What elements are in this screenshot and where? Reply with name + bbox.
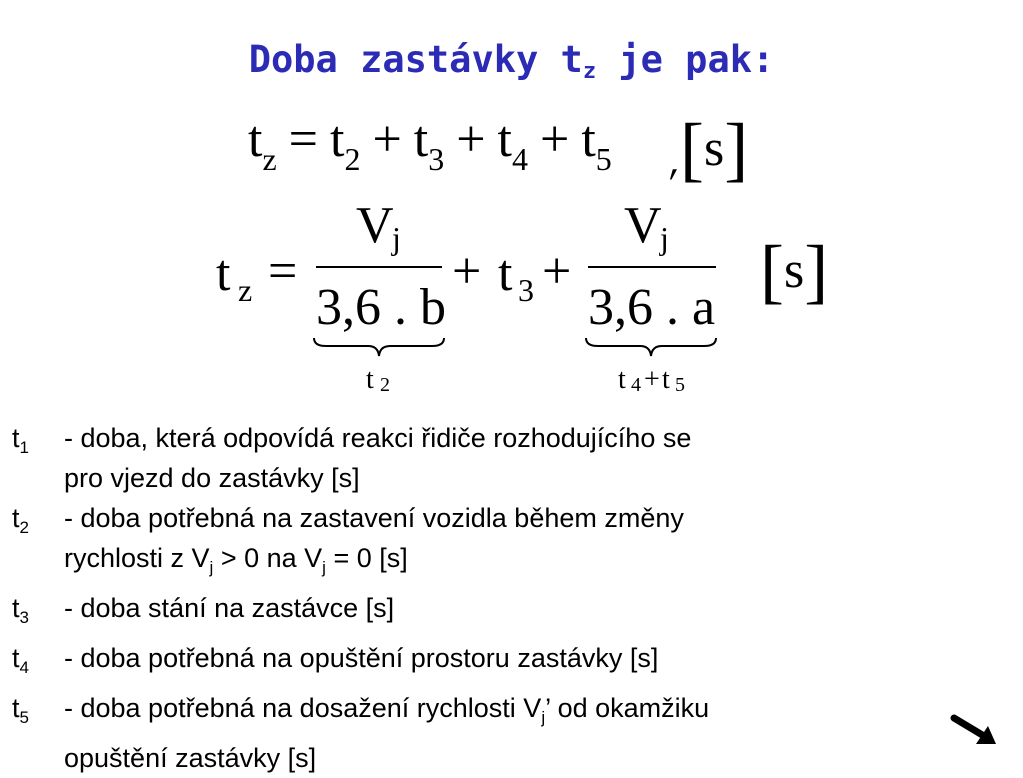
def-t4-line1: - doba potřebná na opuštění prostoru zastávky [s] — [64, 643, 659, 673]
title-main: Doba zastávky t — [248, 38, 583, 81]
def-t2-line2 — [64, 538, 1002, 588]
def-description — [64, 418, 1002, 498]
definition-t2 — [12, 498, 1002, 588]
def-t5-line2: opuštění zastávky [s] — [64, 743, 317, 773]
eq2-unit-s: s — [783, 242, 805, 299]
definition-t5 — [12, 688, 1002, 778]
eq1-s4: 4 — [512, 141, 528, 177]
eq2-brace-1 — [312, 336, 446, 360]
eq2-t: t — [216, 245, 231, 302]
equation-fraction — [216, 168, 836, 408]
def-t4-sub: 4 — [19, 658, 29, 677]
definitions-list — [12, 418, 1002, 778]
title-sub: z — [582, 59, 597, 84]
eq2-brace1-t: t — [366, 364, 374, 395]
eq1-bracket-left: [ — [680, 109, 704, 189]
equation-sum — [248, 110, 612, 177]
eq2-z: z — [238, 272, 253, 308]
def-t1-sym: t — [12, 423, 20, 453]
def-t3-sym: t — [12, 593, 20, 623]
def-t1-sub: 1 — [19, 438, 29, 457]
def-t3-sub: 3 — [19, 608, 29, 627]
def-t5-line1 — [64, 688, 1002, 738]
def-description — [64, 688, 1002, 778]
eq2-plus1: + — [452, 243, 482, 300]
eq2-den1: 3,6 . b — [316, 279, 446, 336]
def-description — [64, 588, 1002, 638]
def-t5-sub: 5 — [19, 708, 29, 727]
def-symbol — [12, 498, 64, 588]
eq1-t5: t — [581, 111, 596, 168]
eq1-s3: 3 — [428, 141, 445, 177]
definition-t1 — [12, 418, 1002, 498]
eq1-plus3: + — [540, 111, 570, 168]
def-t1-line2: pro vjezd do zastávky [s] — [64, 463, 360, 493]
def-t2-line2a-sub: j — [209, 558, 214, 577]
eq2-t3: t — [498, 245, 513, 302]
eq2-brace2-sub4: 4 — [631, 374, 641, 396]
eq2-unit — [760, 230, 828, 313]
def-description — [64, 638, 1002, 688]
eq2-brace2-plus: + — [644, 364, 660, 395]
def-t2-line2b-sub: j — [322, 558, 326, 577]
slide-title — [0, 38, 1023, 84]
eq1-t2: t — [329, 111, 345, 168]
def-symbol — [12, 638, 64, 688]
eq2-brace2-sub5: 5 — [675, 374, 685, 396]
eq1-s2: 2 — [344, 141, 361, 177]
eq2-brace2-t5: t — [662, 364, 670, 395]
eq2-s3: 3 — [518, 272, 534, 308]
eq2-frac1-line — [316, 266, 442, 268]
arrow-down-right-icon[interactable] — [950, 712, 1000, 752]
def-t2-line2b: > 0 na V — [213, 543, 323, 573]
eq1-eq: = — [288, 111, 318, 168]
eq1-plus1: + — [372, 111, 402, 168]
def-symbol — [12, 588, 64, 638]
def-t2-line1: - doba potřebná na zastavení vozidla během změny — [64, 503, 684, 533]
eq1-t: t — [248, 111, 263, 168]
definition-t4 — [12, 638, 1002, 688]
eq2-bracket-right: ] — [804, 231, 829, 311]
eq2-num2-sub: j — [660, 220, 669, 256]
eq2-num1: V — [356, 197, 394, 254]
def-t2-line2a: rychlosti z V — [64, 543, 210, 573]
eq2-den2: 3,6 . a — [588, 279, 716, 336]
title-rest: je pak: — [596, 38, 775, 81]
eq1-z: z — [262, 141, 277, 177]
def-t4-sym: t — [12, 643, 20, 673]
eq2-frac2-line — [588, 266, 716, 268]
eq1-t4: t — [497, 111, 512, 168]
eq2-num2: V — [624, 197, 662, 254]
def-description — [64, 498, 1002, 588]
eq2-brace-2 — [584, 336, 718, 360]
eq1-s5: 5 — [595, 141, 612, 177]
eq1-comma: ′ — [662, 159, 681, 208]
eq2-brace1-sub: 2 — [380, 374, 390, 396]
def-symbol — [12, 688, 64, 778]
eq1-plus2: + — [456, 111, 486, 168]
def-t2-line2c: = 0 [s] — [325, 543, 408, 573]
eq2-bracket-left: [ — [760, 231, 784, 311]
eq2-brace2-t4: t — [618, 364, 626, 395]
definition-t3 — [12, 588, 1002, 638]
def-t5-line1a: - doba potřebná na dosažení rychlosti V — [64, 693, 542, 723]
def-symbol — [12, 418, 64, 498]
def-t5-sym: t — [12, 693, 20, 723]
eq1-t3: t — [413, 111, 429, 168]
def-t5-line1a-sub: j — [541, 708, 546, 727]
eq2-num1-sub: j — [392, 220, 401, 256]
def-t5-line1b: ’ od okamžiku — [545, 693, 710, 723]
def-t2-sub: 2 — [19, 518, 29, 537]
def-t1-line1: - doba, která odpovídá reakci řidiče rozhodujícího se — [64, 423, 692, 453]
eq1-bracket-right: ] — [724, 109, 749, 189]
def-t2-sym: t — [12, 503, 20, 533]
def-t3-line1: - doba stání na zastávce [s] — [64, 593, 395, 623]
eq2-eq: = — [268, 243, 298, 300]
eq1-unit-s: s — [703, 120, 725, 177]
eq2-plus2: + — [542, 243, 572, 300]
